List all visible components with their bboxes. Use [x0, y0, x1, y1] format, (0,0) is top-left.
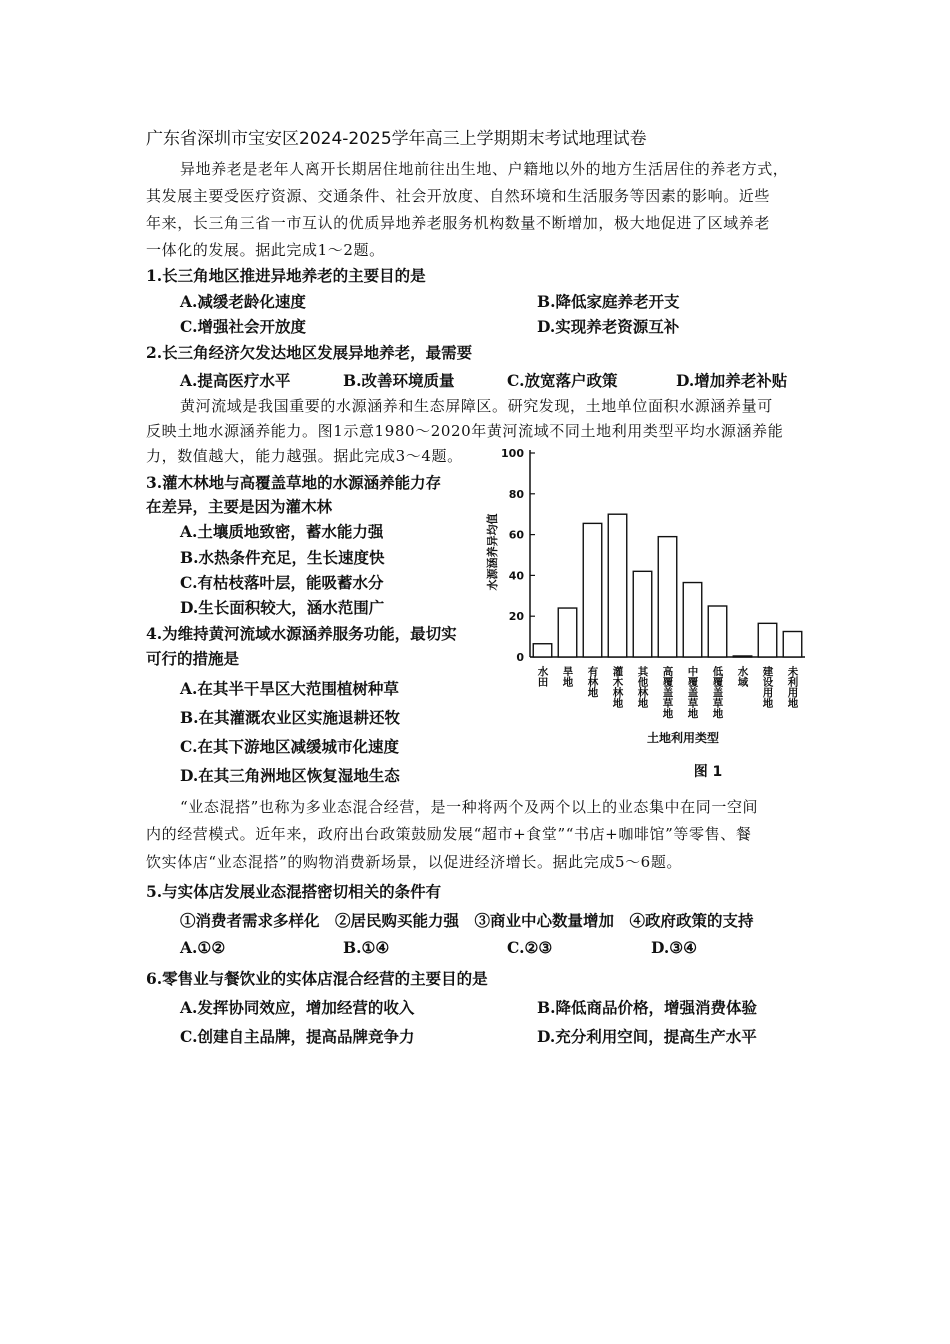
- chart-y-tick-label: 0: [516, 651, 524, 664]
- chart-bar: [658, 537, 677, 657]
- chart-bar: [633, 571, 652, 657]
- intro1-line-3: 年来，长三角三省一市互认的优质异地养老服务机构数量不断增加，极大地促进了区域养老: [146, 214, 771, 232]
- q2-option-b: B.改善环境质量: [343, 371, 455, 390]
- chart-bar: [758, 623, 777, 657]
- intro3-line-3: 饮实体店“业态混搭”的购物消费新场景，以促进经济增长。据此完成5～6题。: [146, 853, 683, 871]
- chart-y-tick-label: 40: [508, 569, 524, 583]
- q5-option-c: C.②③: [507, 938, 553, 957]
- q6-option-d: D.充分利用空间，提高生产水平: [537, 1027, 757, 1046]
- q1-option-c: C.增强社会开放度: [180, 317, 306, 336]
- q1-option-d: D.实现养老资源互补: [537, 317, 680, 336]
- chart-category-label: 其他林地: [636, 666, 649, 708]
- figure-1-bar-chart: [478, 440, 818, 780]
- chart-bar: [583, 523, 602, 657]
- q1-stem: 1.长三角地区推进异地养老的主要目的是: [146, 266, 426, 285]
- q6-stem: 6.零售业与餐饮业的实体店混合经营的主要目的是: [146, 969, 488, 988]
- q4-option-d: D.在其三角洲地区恢复湿地生态: [180, 766, 400, 785]
- q2-stem: 2.长三角经济欠发达地区发展异地养老，最需要: [146, 343, 473, 362]
- chart-category-label: 水域: [736, 666, 749, 687]
- q3-option-c: C.有枯枝落叶层，能吸蓄水分: [180, 573, 384, 592]
- chart-y-tick-label: 80: [508, 487, 524, 501]
- q4-stem-line-1: 4.为维持黄河流域水源涵养服务功能，最切实: [146, 624, 457, 643]
- chart-category-label: 中覆盖草地: [686, 666, 699, 719]
- q3-option-b: B.水热条件充足，生长速度快: [180, 548, 385, 567]
- document-title: 广东省深圳市宝安区2024-2025学年高三上学期期末考试地理试卷: [146, 129, 647, 149]
- q3-option-a: A.土壤质地致密，蓄水能力强: [180, 522, 384, 541]
- chart-y-axis-label: 水源涵养异均值: [486, 513, 499, 591]
- chart-y-tick-label: 100: [501, 447, 524, 460]
- q2-option-c: C.放宽落户政策: [507, 371, 618, 390]
- q2-option-a: A.提高医疗水平: [180, 371, 291, 390]
- chart-category-label: 未利用地: [786, 666, 799, 708]
- q3-option-d: D.生长面积较大，涵水范围广: [180, 598, 385, 617]
- chart-category-label: 建设用地: [761, 666, 774, 708]
- q4-option-a: A.在其半干旱区大范围植树种草: [180, 679, 399, 698]
- q1-option-b: B.降低家庭养老开支: [537, 292, 680, 311]
- chart-category-label: 灌木林地: [611, 666, 624, 708]
- chart-category-label: 有林地: [586, 666, 599, 698]
- chart-category-label: 高覆盖草地: [661, 666, 674, 719]
- chart-bar: [683, 583, 702, 657]
- chart-x-axis-label: 土地利用类型: [646, 731, 720, 745]
- chart-bar: [533, 644, 552, 657]
- chart-bar: [708, 606, 727, 657]
- q3-stem-line-2: 在差异，主要是因为灌木林: [146, 497, 333, 516]
- q5-option-a: A.①②: [180, 938, 226, 957]
- q6-option-b: B.降低商品价格，增强消费体验: [537, 998, 757, 1017]
- q4-option-c: C.在其下游地区减缓城市化速度: [180, 737, 399, 756]
- chart-category-label: 旱地: [561, 666, 574, 687]
- chart-bar: [783, 632, 802, 658]
- intro2-line-1: 黄河流域是我国重要的水源涵养和生态屏障区。研究发现，土地单位面积水源涵养量可: [180, 397, 773, 415]
- intro3-line-2: 内的经营模式。近年来，政府出台政策鼓励发展“超市+食堂”“书店+咖啡馆”等零售、餐: [146, 825, 752, 843]
- intro2-line-2: 反映土地水源涵养能力。图1示意1980～2020年黄河流域不同土地利用类型平均水源涵养能: [146, 422, 784, 440]
- chart-category-label: 水田: [536, 666, 549, 687]
- chart-bar: [733, 656, 752, 657]
- q6-option-c: C.创建自主品牌，提高品牌竞争力: [180, 1027, 415, 1046]
- chart-y-tick-label: 60: [508, 528, 524, 542]
- chart-y-tick-label: 20: [508, 610, 524, 624]
- intro1-line-2: 其发展主要受医疗资源、交通条件、社会开放度、自然环境和生活服务等因素的影响。近些: [146, 187, 771, 205]
- q2-option-d: D.增加养老补贴: [676, 371, 788, 390]
- chart-category-label: 低覆盖草地: [711, 666, 724, 719]
- intro1-line-1: 异地养老是老年人离开长期居住地前往出生地、户籍地以外的地方生活居住的养老方式，: [180, 160, 789, 178]
- intro1-line-4: 一体化的发展。据此完成1～2题。: [146, 241, 385, 259]
- q3-stem-line-1: 3.灌木林地与高覆盖草地的水源涵养能力存: [146, 473, 442, 492]
- q5-conditions: ①消费者需求多样化 ②居民购买能力强 ③商业中心数量增加 ④政府政策的支持: [180, 911, 754, 930]
- q1-option-a: A.减缓老龄化速度: [180, 292, 306, 311]
- chart-figure-caption: 图 1: [693, 764, 723, 780]
- q5-option-d: D.③④: [651, 938, 698, 957]
- chart-bar: [558, 608, 577, 657]
- q5-stem: 5.与实体店发展业态混搭密切相关的条件有: [146, 882, 442, 901]
- q5-option-b: B.①④: [343, 938, 390, 957]
- q4-option-b: B.在其灌溉农业区实施退耕还牧: [180, 708, 400, 727]
- q4-stem-line-2: 可行的措施是: [146, 649, 240, 668]
- intro3-line-1: “业态混搭”也称为多业态混合经营，是一种将两个及两个以上的业态集中在同一空间: [180, 798, 759, 816]
- intro2-line-3: 力，数值越大，能力越强。据此完成3～4题。: [146, 447, 463, 465]
- q6-option-a: A.发挥协同效应，增加经营的收入: [180, 998, 415, 1017]
- chart-bar: [608, 514, 627, 657]
